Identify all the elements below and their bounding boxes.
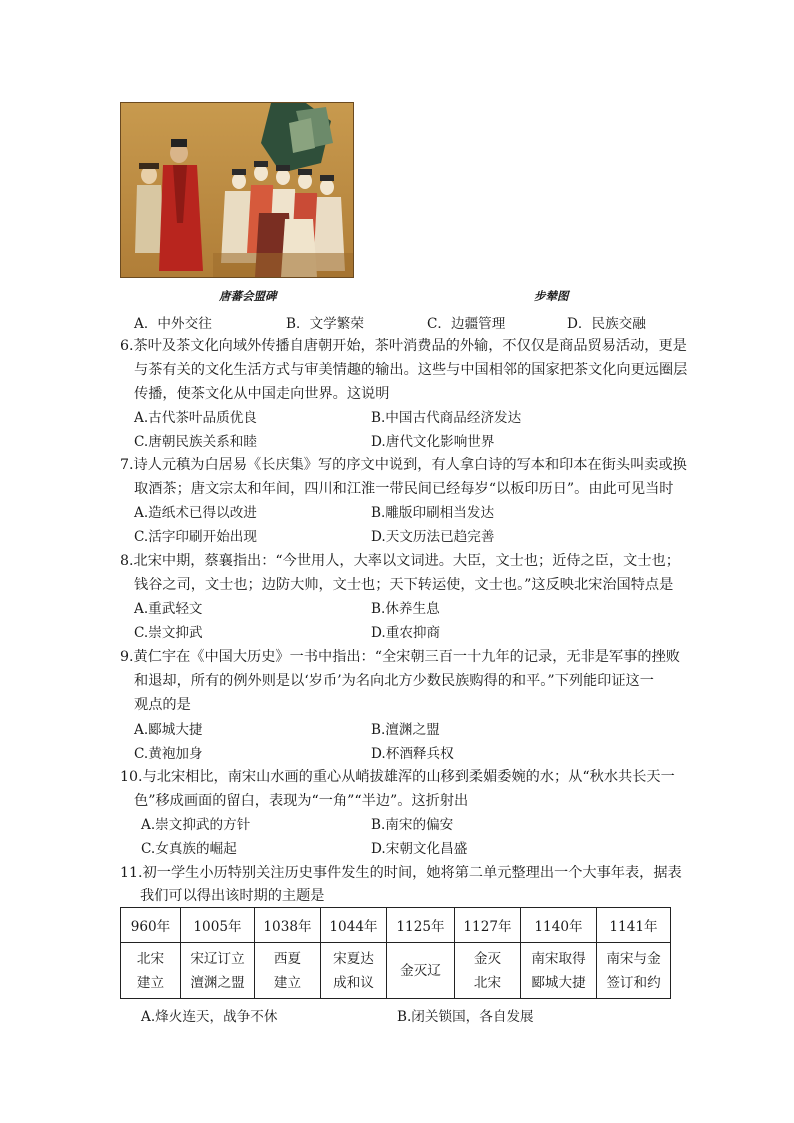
q10-option-b: B.南宋的偏安 [371, 817, 454, 833]
event-text: 签订和约 [606, 974, 661, 991]
q8-option-d: D.重农抑商 [371, 625, 441, 641]
table-cell-event [255, 943, 321, 999]
q5-option-a: A．中外交往 [134, 316, 212, 332]
event-text: 北宋 [136, 950, 165, 967]
table-row-years [121, 908, 671, 943]
q9-option-a: A.郾城大捷 [134, 722, 203, 738]
q6-line-1: 6.茶叶及茶文化向域外传播自唐朝开始，茶叶消费品的外输，不仅仅是商品贸易活动，更是 [120, 338, 687, 354]
q5-option-c: C．边疆管理 [427, 316, 506, 332]
caption-left: 唐蕃会盟碑 [219, 289, 277, 303]
painting-illustration [121, 103, 353, 277]
q11-option-a: A.烽火连天，战争不休 [141, 1009, 278, 1025]
q6-line-2: 与茶有关的文化生活方式与审美情趣的输出。这些与中国相邻的国家把茶文化向更远圈层 [134, 362, 688, 378]
table-cell-year: 1044年 [321, 908, 387, 943]
caption-right: 步辇图 [534, 289, 569, 303]
event-text: 金灭辽 [400, 962, 441, 979]
table-cell-event [181, 943, 255, 999]
table-cell-year: 1141年 [597, 908, 671, 943]
event-text: 宋辽订立 [190, 950, 245, 967]
q6-option-c: C.唐朝民族关系和睦 [134, 434, 257, 450]
q8-option-c: C.崇文抑武 [134, 625, 203, 641]
table-row-events [121, 943, 671, 999]
q9-line-3: 观点的是 [134, 697, 191, 713]
q9-line-1: 9.黄仁宇在《中国大历史》一书中指出：“全宋朝三百一十九年的记录，无非是军事的挫败 [120, 649, 680, 665]
table-cell-event [321, 943, 387, 999]
q8-option-a: A.重武轻文 [134, 601, 203, 617]
q9-option-b: B.澶渊之盟 [371, 722, 440, 738]
table-cell-event [121, 943, 181, 999]
q11-line-1: 11.初一学生小历特别关注历史事件发生的时间，她将第二单元整理出一个大事年表，据表 [120, 865, 682, 881]
q7-option-a: A.造纸术已得以改进 [134, 505, 257, 521]
table-cell-event [521, 943, 597, 999]
event-text: 成和议 [333, 974, 374, 991]
q9-line-2: 和退却，所有的例外则是以‘岁币’为名向北方少数民族购得的和平。”下列能印证这一 [134, 673, 654, 689]
q8-line-1: 8.北宋中期，蔡襄指出：“今世用人，大率以文词进。大臣，文士也；近侍之臣，文士也； [120, 553, 680, 569]
q7-line-2: 取酒茶；唐文宗太和年间，四川和江淮一带民间已经每岁“以板印历日”。由此可见当时 [134, 481, 674, 497]
q5-option-d: D．民族交融 [567, 316, 646, 332]
event-text: 宋夏达 [333, 950, 374, 967]
table-cell-event [597, 943, 671, 999]
painting-image [120, 102, 354, 278]
q9-option-c: C.黄袍加身 [134, 746, 203, 762]
q5-option-b: B．文学繁荣 [286, 316, 364, 332]
q8-option-b: B.休养生息 [371, 601, 440, 617]
table-cell-year: 1038年 [255, 908, 321, 943]
event-text: 建立 [273, 974, 302, 991]
event-text: 南宋与金 [606, 950, 661, 967]
q11-option-b: B.闭关锁国，各自发展 [397, 1009, 534, 1025]
q11-line-2: 我们可以得出该时期的主题是 [140, 888, 325, 904]
q7-line-1: 7.诗人元稹为白居易《长庆集》写的序文中说到，有人拿白诗的写本和印本在街头叫卖或换 [120, 457, 687, 473]
table-cell-year: 1140年 [521, 908, 597, 943]
table-cell-year: 1125年 [387, 908, 455, 943]
event-text: 北宋 [473, 974, 502, 991]
q7-option-b: B.雕版印刷相当发达 [371, 505, 495, 521]
q6-option-d: D.唐代文化影响世界 [371, 434, 495, 450]
event-text: 金灭 [473, 950, 502, 967]
q7-option-d: D.天文历法已趋完善 [371, 529, 495, 545]
q8-line-2: 钱谷之司，文士也；边防大帅，文士也；天下转运使，文士也。”这反映北宋治国特点是 [134, 577, 674, 593]
event-text: 郾城大捷 [531, 974, 586, 991]
q6-line-3: 传播，使茶文化从中国走向世界。这说明 [134, 386, 390, 402]
event-text: 澶渊之盟 [190, 974, 245, 991]
q7-option-c: C.活字印刷开始出现 [134, 529, 257, 545]
q6-option-a: A.古代茶叶品质优良 [134, 410, 257, 426]
q10-option-c: C.女真族的崛起 [141, 841, 237, 857]
q10-line-1: 10.与北宋相比，南宋山水画的重心从峭拔雄浑的山移到柔媚委婉的水；从“秋水共长天一 [120, 769, 675, 785]
table-cell-year: 1005年 [181, 908, 255, 943]
table-cell-event [387, 943, 455, 999]
event-text: 西夏 [273, 950, 302, 967]
q10-line-2: 色”移成画面的留白，表现为“一角”“半边”。这折射出 [134, 793, 469, 809]
table-cell-year: 960年 [121, 908, 181, 943]
q9-option-d: D.杯酒释兵权 [371, 746, 454, 762]
events-table [120, 907, 671, 999]
event-text: 南宋取得 [531, 950, 586, 967]
q10-option-a: A.崇文抑武的方针 [141, 817, 251, 833]
event-text: 建立 [136, 974, 165, 991]
table-cell-event [455, 943, 521, 999]
q6-option-b: B.中国古代商品经济发达 [371, 410, 522, 426]
table-cell-year: 1127年 [455, 908, 521, 943]
q10-option-d: D.宋朝文化昌盛 [371, 841, 468, 857]
